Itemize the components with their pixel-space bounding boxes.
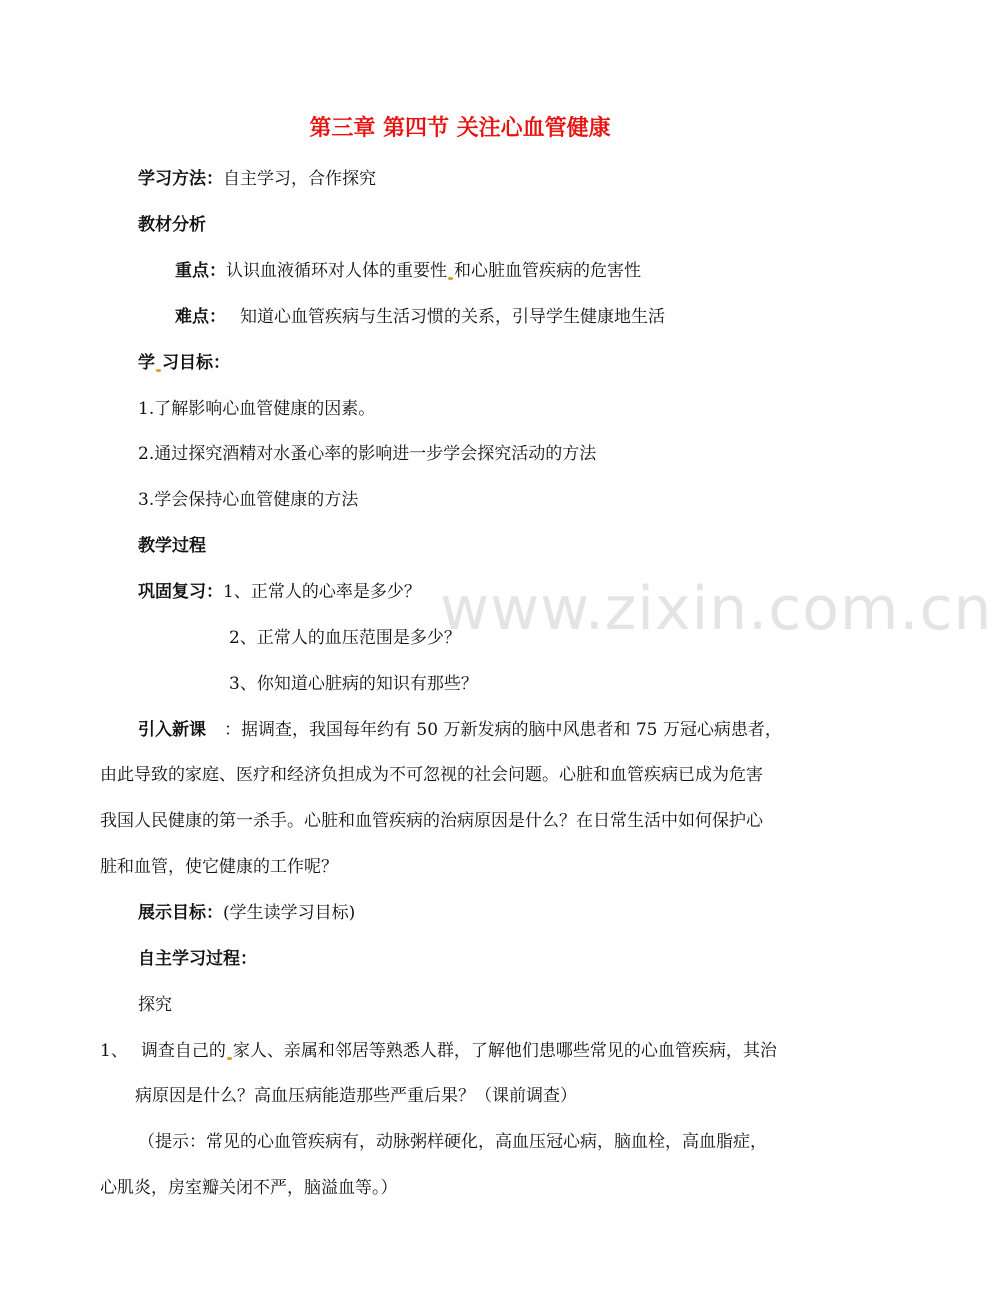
self-study-heading: 自主学习过程： xyxy=(138,949,257,969)
goal-item: 1.了解影响心血管健康的因素。 xyxy=(138,399,376,419)
intro-line: 由此导致的家庭、医疗和经济负担成为不可忽视的社会问题。心脏和血管疾病已成为危害 xyxy=(100,765,763,785)
watermark: www.zixin.com.cn xyxy=(440,574,992,644)
edit-mark xyxy=(156,369,161,372)
item1-text-b: 家人、亲属和邻居等熟悉人群，了解他们患哪些常见的心血管疾病，其治 xyxy=(232,1041,777,1061)
item1-line-2: 病原因是什么？高血压病能造那些严重后果？（课前调查） xyxy=(135,1086,577,1106)
intro-line: 我国人民健康的第一杀手。心脏和血管疾病的治病原因是什么？在日常生活中如何保护心 xyxy=(100,811,763,831)
intro-line: 脏和血管，使它健康的工作呢？ xyxy=(100,857,338,877)
key-point-label: 重点： xyxy=(175,261,226,281)
study-method-text: 自主学习，合作探究 xyxy=(223,169,376,189)
process-heading: 教学过程 xyxy=(138,536,206,556)
goals-heading-b: 习目标： xyxy=(162,353,230,373)
study-method-line xyxy=(138,167,376,191)
explore-heading: 探究 xyxy=(138,995,172,1015)
show-goal-label: 展示目标： xyxy=(138,903,223,923)
analysis-heading: 教材分析 xyxy=(138,215,206,235)
intro-label: 引入新课 xyxy=(138,720,206,740)
edit-mark xyxy=(227,1057,232,1060)
show-goal-line xyxy=(138,901,355,925)
goal-item: 2.通过探究酒精对水蚤心率的影响进一步学会探究活动的方法 xyxy=(138,444,597,464)
hint-line-1: （提示：常见的心血管疾病有，动脉粥样硬化，高血压冠心病，脑血栓，高血脂症， xyxy=(138,1132,767,1152)
key-point-text-a: 认识血液循环对人体的重要性 xyxy=(226,261,447,281)
intro-text: ：据调查，我国每年约有 50 万新发病的脑中风患者和 75 万冠心病患者， xyxy=(224,720,782,740)
review-line-1 xyxy=(138,580,421,604)
intro-line-1 xyxy=(138,718,782,742)
key-point-line xyxy=(175,259,641,283)
study-method-label: 学习方法： xyxy=(138,169,223,189)
item1-line-1 xyxy=(100,1039,777,1063)
item1-number: 1、 xyxy=(100,1041,128,1061)
difficult-point-line xyxy=(175,305,665,329)
item1-text-a: 调查自己的 xyxy=(140,1041,226,1061)
goal-item: 3.学会保持心血管健康的方法 xyxy=(138,490,359,510)
hint-line-2: 心肌炎，房室瓣关闭不严，脑溢血等。） xyxy=(100,1178,398,1198)
difficult-point-text: 知道心血管疾病与生活习惯的关系，引导学生健康地生活 xyxy=(240,307,665,327)
goals-heading-a: 学 xyxy=(138,353,155,373)
show-goal-text: (学生读学习目标) xyxy=(223,903,356,923)
review-item: 3、你知道心脏病的知识有那些？ xyxy=(229,674,478,694)
key-point-text-b: 和心脏血管疾病的危害性 xyxy=(454,261,641,281)
edit-mark xyxy=(448,277,453,280)
difficult-point-label: 难点： xyxy=(175,307,226,327)
goals-heading xyxy=(138,351,230,375)
page-title: 第三章 第四节 关注心血管健康 xyxy=(309,116,611,141)
review-label: 巩固复习： xyxy=(138,582,223,602)
review-item: 2、正常人的血压范围是多少？ xyxy=(229,628,461,648)
review-item: 1、正常人的心率是多少？ xyxy=(223,582,421,602)
